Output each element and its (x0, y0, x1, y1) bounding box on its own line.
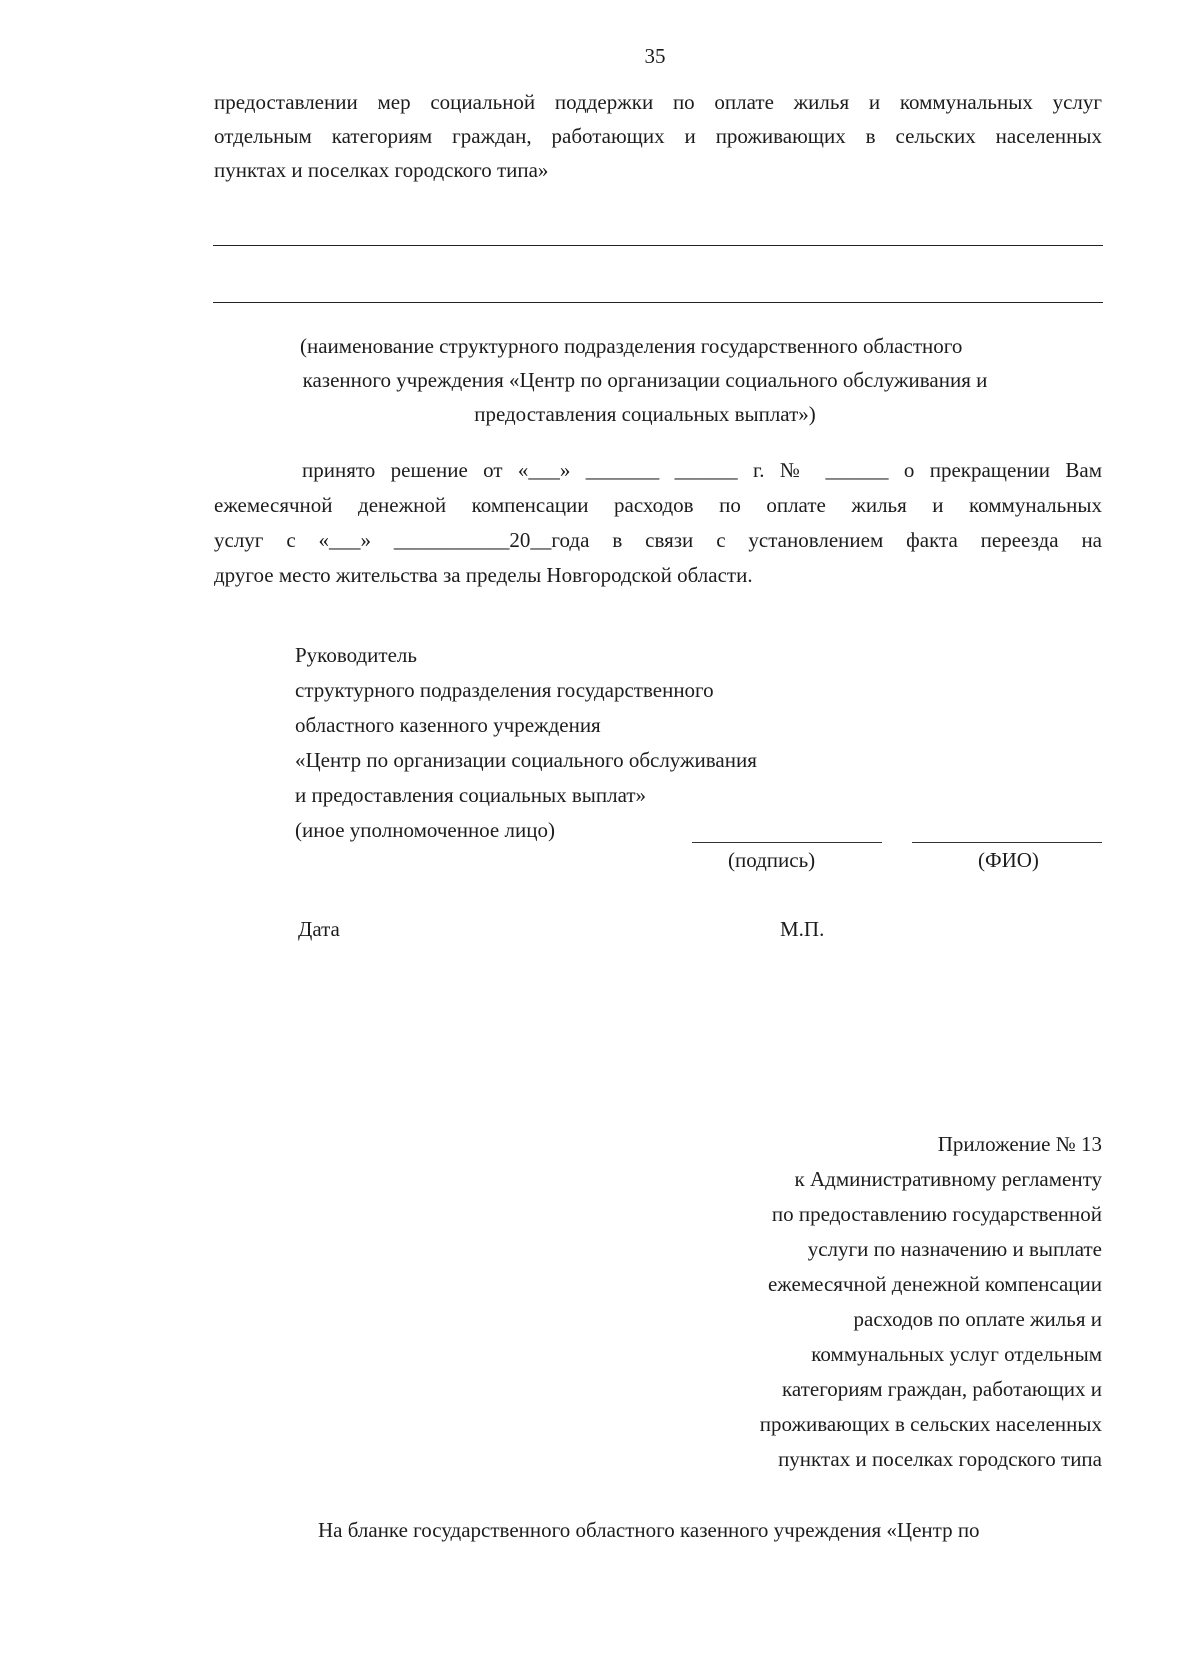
page-number: 35 (644, 44, 666, 68)
appendix-line-4: услуги по назначению и выплате (807, 1237, 1102, 1261)
appendix-line-9: проживающих в сельских населенных (759, 1412, 1102, 1436)
appendix-line-8: категориям граждан, работающих и (782, 1377, 1102, 1401)
decision-line-3: услуг с «___» ___________20__года в связи с установлением факта переезда на (214, 528, 1102, 552)
decision-line-2: ежемесячной денежной компенсации расходов по оплате жилья и коммунальных (214, 493, 1102, 517)
blank-line-2 (213, 302, 1103, 303)
caption-line-2: казенного учреждения «Центр по организации социального обслуживания и (302, 368, 988, 392)
letterhead-note: На бланке государственного областного казенного учреждения «Центр по (318, 1518, 980, 1542)
signatory-line-3: областного казенного учреждения (295, 713, 601, 737)
caption-line-3: предоставления социальных выплат») (474, 402, 816, 426)
fio-label: (ФИО) (978, 848, 1039, 872)
fio-line (912, 842, 1102, 843)
intro-line-2: отдельным категориям граждан, работающих и проживающих в сельских населенных (214, 124, 1102, 148)
signatory-line-5: и предоставления социальных выплат» (295, 783, 647, 807)
appendix-line-10: пунктах и поселках городского типа (778, 1447, 1102, 1471)
signatory-line-6: (иное уполномоченное лицо) (295, 818, 555, 842)
appendix-line-6: расходов по оплате жилья и (853, 1307, 1102, 1331)
signatory-line-1: Руководитель (295, 643, 417, 667)
signatory-line-2: структурного подразделения государственного (295, 678, 714, 702)
date-label: Дата (298, 917, 340, 941)
stamp-label: М.П. (780, 917, 825, 941)
decision-line-1: принято решение от «___» _______ ______ г. № ______ о прекращении Вам (302, 458, 1102, 482)
blank-line-1 (213, 245, 1103, 246)
signature-line (692, 842, 882, 843)
signature-label: (подпись) (728, 848, 816, 872)
appendix-line-5: ежемесячной денежной компенсации (767, 1272, 1102, 1296)
appendix-line-7: коммунальных услуг отдельным (811, 1342, 1102, 1366)
intro-line-1: предоставлении мер социальной поддержки по оплате жилья и коммунальных услуг (214, 90, 1102, 114)
signatory-line-4: «Центр по организации социального обслуживания (295, 748, 757, 772)
appendix-line-1: Приложение № 13 (937, 1132, 1102, 1156)
intro-line-3: пунктах и поселках городского типа» (214, 158, 549, 182)
caption-line-1: (наименование структурного подразделения государственного областного (300, 334, 963, 358)
decision-line-4: другое место жительства за пределы Новгородской области. (214, 563, 753, 587)
appendix-line-3: по предоставлению государственной (771, 1202, 1102, 1226)
appendix-line-2: к Административному регламенту (794, 1167, 1102, 1191)
